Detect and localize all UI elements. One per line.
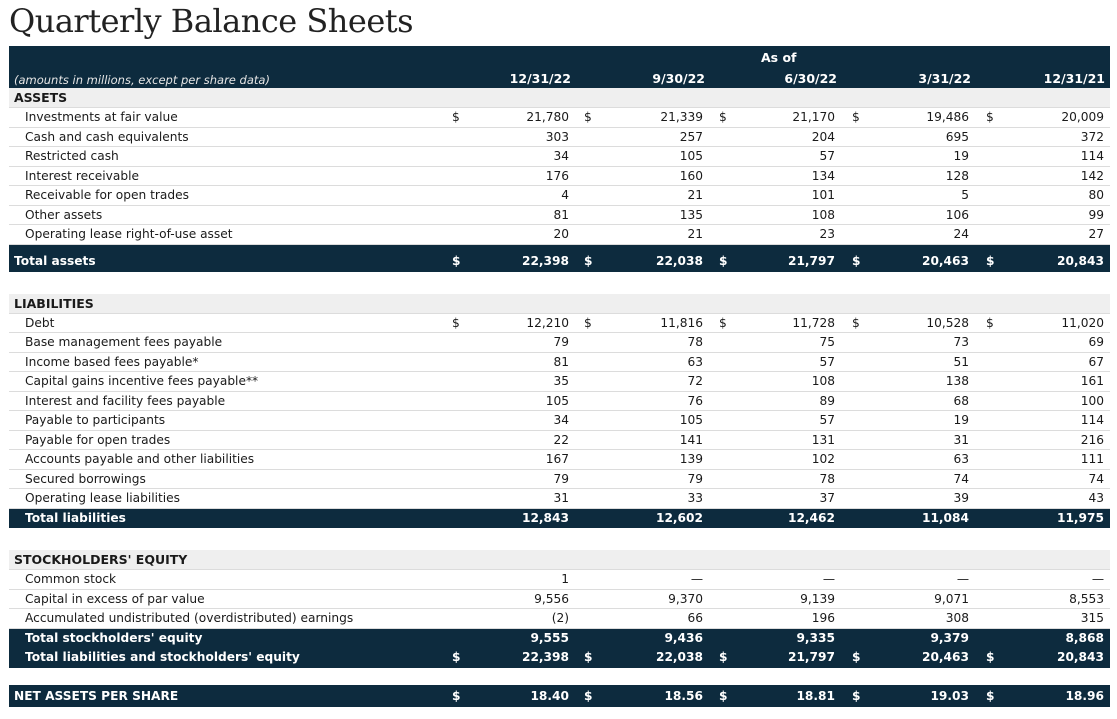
currency-symbol: $: [719, 253, 728, 268]
value-cell: 66: [687, 611, 703, 625]
value-cell: 135: [679, 207, 703, 222]
value-cell: 106: [945, 207, 969, 222]
row-label: Base management fees payable: [25, 335, 223, 349]
value-cell: 111: [1080, 452, 1104, 466]
value-cell: 22,398: [521, 650, 569, 664]
value-cell: 57: [819, 413, 835, 427]
table-row: [9, 225, 1110, 245]
value-cell: 9,370: [668, 591, 703, 606]
value-cell: 10,528: [926, 315, 969, 330]
value-cell: 8,553: [1069, 591, 1104, 606]
total-row: [9, 245, 1110, 272]
currency-symbol: $: [584, 315, 592, 330]
currency-symbol: $: [452, 253, 461, 268]
value-cell: 308: [945, 611, 969, 625]
row-label: Operating lease liabilities: [25, 491, 181, 505]
value-cell: 51: [953, 354, 969, 369]
value-cell: 315: [1080, 611, 1104, 625]
grand-total-row: [9, 648, 1110, 668]
value-cell: 114: [1080, 149, 1104, 163]
currency-symbol: $: [584, 110, 592, 124]
row-label: Capital gains incentive fees payable**: [25, 374, 259, 388]
value-cell: —: [1091, 572, 1104, 586]
value-cell: 105: [545, 393, 569, 408]
currency-symbol: $: [852, 315, 860, 330]
row-label: Cash and cash equivalents: [25, 129, 189, 144]
value-cell: 80: [1088, 188, 1104, 202]
value-cell: 8,868: [1065, 630, 1104, 645]
value-cell: 9,436: [664, 630, 703, 645]
value-cell: 19: [953, 149, 969, 163]
table-row: [9, 431, 1110, 451]
value-cell: 78: [687, 335, 703, 349]
value-cell: 57: [819, 149, 835, 163]
value-cell: 20: [553, 227, 569, 241]
value-cell: 9,555: [530, 630, 569, 645]
row-label: Operating lease right-of-use asset: [25, 227, 233, 241]
value-cell: 75: [819, 335, 835, 349]
total-row: [9, 509, 1110, 529]
row-label: Capital in excess of par value: [25, 591, 205, 606]
row-label: Restricted cash: [25, 149, 119, 163]
value-cell: 167: [545, 452, 569, 466]
table-row: [9, 333, 1110, 353]
table-row: [9, 411, 1110, 431]
value-cell: 138: [945, 374, 969, 388]
value-cell: 37: [819, 491, 835, 505]
column-header: 9/30/22: [652, 71, 705, 86]
spacer: [9, 668, 1110, 685]
table-row: [9, 489, 1110, 509]
value-cell: 12,843: [521, 510, 569, 525]
value-cell: 105: [679, 149, 703, 163]
value-cell: 79: [687, 471, 703, 486]
currency-symbol: $: [719, 110, 727, 124]
value-cell: 21: [687, 227, 703, 241]
value-cell: 68: [953, 393, 969, 408]
table-row: [9, 314, 1110, 334]
value-cell: 73: [953, 335, 969, 349]
currency-symbol: $: [452, 315, 460, 330]
table-row: [9, 147, 1110, 167]
row-label: Payable for open trades: [25, 432, 171, 447]
currency-symbol: $: [852, 650, 861, 664]
value-cell: 63: [687, 354, 703, 369]
currency-symbol: $: [852, 688, 861, 703]
section-heading: LIABILITIES: [9, 294, 1110, 314]
row-label: Accumulated undistributed (overdistributed) earnings: [25, 611, 354, 625]
currency-symbol: $: [719, 315, 727, 330]
value-cell: 128: [945, 168, 969, 183]
value-cell: 22,038: [655, 253, 703, 268]
value-cell: —: [690, 572, 703, 586]
value-cell: 74: [953, 471, 969, 486]
value-cell: 11,975: [1056, 510, 1104, 525]
value-cell: 11,020: [1061, 315, 1104, 330]
value-cell: 12,210: [526, 315, 569, 330]
value-cell: 99: [1088, 207, 1104, 222]
value-cell: 20,463: [921, 650, 969, 664]
value-cell: 19,486: [926, 110, 969, 124]
value-cell: 9,139: [800, 591, 835, 606]
value-cell: 100: [1080, 393, 1104, 408]
value-cell: 22,038: [655, 650, 703, 664]
value-cell: 78: [819, 471, 835, 486]
value-cell: 196: [811, 611, 835, 625]
value-cell: 22,398: [521, 253, 569, 268]
spacer: [9, 528, 1110, 550]
value-cell: 101: [811, 188, 835, 202]
currency-symbol: $: [452, 688, 461, 703]
value-cell: 89: [819, 393, 835, 408]
currency-symbol: $: [584, 650, 593, 664]
row-label: Receivable for open trades: [25, 188, 189, 202]
row-label: Total liabilities and stockholders' equity: [25, 650, 300, 664]
value-cell: 72: [687, 374, 703, 388]
row-label: Interest receivable: [25, 168, 139, 183]
currency-symbol: $: [986, 650, 995, 664]
row-label: Income based fees payable*: [25, 354, 199, 369]
value-cell: 43: [1088, 491, 1104, 505]
value-cell: 34: [553, 149, 569, 163]
table-row: [9, 206, 1110, 226]
value-cell: 67: [1088, 354, 1104, 369]
value-cell: 102: [811, 452, 835, 466]
value-cell: 160: [679, 168, 703, 183]
value-cell: 33: [687, 491, 703, 505]
currency-symbol: $: [452, 650, 461, 664]
value-cell: 81: [553, 207, 569, 222]
table-row: [9, 186, 1110, 206]
table-row: [9, 590, 1110, 610]
value-cell: 372: [1080, 129, 1104, 144]
value-cell: 21,170: [792, 110, 835, 124]
value-cell: 131: [811, 432, 835, 447]
value-cell: 161: [1080, 374, 1104, 388]
nav-per-share-row: [9, 685, 1110, 707]
value-cell: 108: [811, 374, 835, 388]
value-cell: 303: [545, 129, 569, 144]
value-cell: 18.81: [796, 688, 835, 703]
table-row: [9, 108, 1110, 128]
value-cell: 9,335: [796, 630, 835, 645]
table-row: [9, 128, 1110, 148]
value-cell: 11,728: [792, 315, 835, 330]
value-cell: 20,009: [1061, 110, 1104, 124]
column-header: 3/31/22: [918, 71, 971, 86]
value-cell: 12,462: [787, 510, 835, 525]
value-cell: 141: [679, 432, 703, 447]
value-cell: 69: [1088, 335, 1104, 349]
value-cell: 57: [819, 354, 835, 369]
value-cell: 81: [553, 354, 569, 369]
value-cell: 21,339: [660, 110, 703, 124]
as-of-label: As of: [761, 50, 797, 65]
value-cell: 63: [953, 452, 969, 466]
value-cell: 18.40: [530, 688, 569, 703]
value-cell: 20,843: [1056, 650, 1104, 664]
row-label: Other assets: [25, 207, 103, 222]
table-row: [9, 609, 1110, 629]
page-title: Quarterly Balance Sheets: [9, 2, 414, 40]
value-cell: 31: [953, 432, 969, 447]
value-cell: 22: [553, 432, 569, 447]
row-label: Interest and facility fees payable: [25, 393, 226, 408]
row-label: Secured borrowings: [25, 471, 146, 486]
value-cell: 79: [553, 335, 569, 349]
currency-symbol: $: [852, 253, 861, 268]
value-cell: 4: [561, 188, 569, 202]
value-cell: 105: [679, 413, 703, 427]
value-cell: 19.03: [930, 688, 969, 703]
value-cell: 204: [811, 129, 835, 144]
section-heading: ASSETS: [9, 88, 1110, 108]
value-cell: 20,843: [1056, 253, 1104, 268]
value-cell: 20,463: [921, 253, 969, 268]
column-header: 12/31/21: [1043, 71, 1105, 86]
currency-symbol: $: [719, 688, 728, 703]
row-label: Payable to participants: [25, 413, 166, 427]
value-cell: —: [822, 572, 835, 586]
value-cell: 76: [687, 393, 703, 408]
currency-symbol: $: [986, 315, 994, 330]
table-row: [9, 570, 1110, 590]
table-row: [9, 353, 1110, 373]
total-row: [9, 629, 1110, 649]
value-cell: 11,084: [921, 510, 969, 525]
units-note: (amounts in millions, except per share data): [14, 73, 270, 87]
currency-symbol: $: [584, 688, 593, 703]
value-cell: 176: [545, 168, 569, 183]
column-header: 12/31/22: [509, 71, 571, 86]
value-cell: 114: [1080, 413, 1104, 427]
value-cell: 21,797: [787, 253, 835, 268]
value-cell: 257: [679, 129, 703, 144]
value-cell: (2): [551, 611, 569, 625]
row-label: Debt: [25, 315, 55, 330]
currency-symbol: $: [986, 688, 995, 703]
value-cell: 1: [561, 572, 569, 586]
value-cell: 24: [953, 227, 969, 241]
table-row: [9, 392, 1110, 412]
currency-symbol: $: [719, 650, 728, 664]
value-cell: 31: [553, 491, 569, 505]
balance-sheet-table: [9, 46, 1110, 707]
value-cell: 18.96: [1065, 688, 1104, 703]
currency-symbol: $: [584, 253, 593, 268]
row-label: NET ASSETS PER SHARE: [14, 688, 179, 703]
value-cell: 19: [953, 413, 969, 427]
value-cell: 11,816: [660, 315, 703, 330]
value-cell: 39: [953, 491, 969, 505]
value-cell: 74: [1088, 471, 1104, 486]
value-cell: 216: [1080, 432, 1104, 447]
currency-symbol: $: [852, 110, 860, 124]
row-label: Common stock: [25, 572, 117, 586]
section-heading: STOCKHOLDERS' EQUITY: [9, 550, 1110, 570]
value-cell: —: [956, 572, 969, 586]
table-row: [9, 372, 1110, 392]
value-cell: 79: [553, 471, 569, 486]
value-cell: 21,797: [787, 650, 835, 664]
value-cell: 108: [811, 207, 835, 222]
table-row: [9, 450, 1110, 470]
column-header: 6/30/22: [784, 71, 837, 86]
row-label: Total stockholders' equity: [25, 630, 203, 645]
value-cell: 34: [553, 413, 569, 427]
currency-symbol: $: [986, 253, 995, 268]
value-cell: 21,780: [526, 110, 569, 124]
value-cell: 35: [553, 374, 569, 388]
row-label: Total liabilities: [25, 510, 126, 525]
value-cell: 695: [945, 129, 969, 144]
value-cell: 27: [1088, 227, 1104, 241]
row-label: Accounts payable and other liabilities: [25, 452, 255, 466]
value-cell: 21: [687, 188, 703, 202]
value-cell: 9,071: [934, 591, 969, 606]
row-label: Total assets: [14, 253, 96, 268]
value-cell: 9,556: [534, 591, 569, 606]
value-cell: 18.56: [664, 688, 703, 703]
table-row: [9, 470, 1110, 490]
table-header: [9, 46, 1110, 88]
value-cell: 5: [961, 188, 969, 202]
value-cell: 139: [679, 452, 703, 466]
currency-symbol: $: [452, 110, 460, 124]
currency-symbol: $: [986, 110, 994, 124]
value-cell: 9,379: [930, 630, 969, 645]
value-cell: 134: [811, 168, 835, 183]
table-row: [9, 167, 1110, 187]
value-cell: 23: [819, 227, 835, 241]
value-cell: 12,602: [655, 510, 703, 525]
value-cell: 142: [1080, 168, 1104, 183]
row-label: Investments at fair value: [25, 110, 178, 124]
